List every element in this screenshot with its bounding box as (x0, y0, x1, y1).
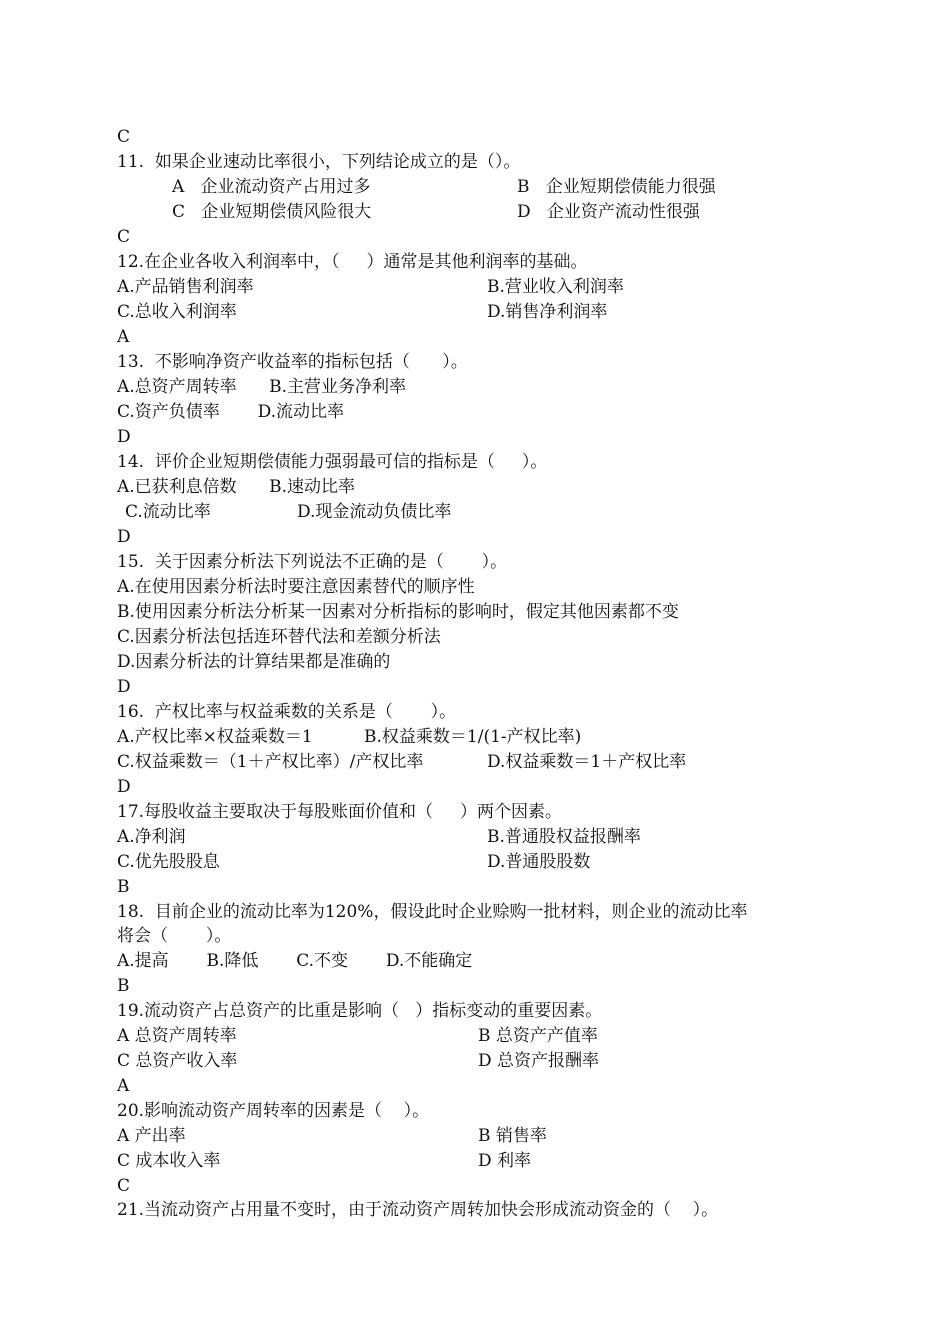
q20-option-b: B 销售率 (478, 1126, 547, 1146)
q12-option-a: A.产品销售利润率 (117, 277, 254, 297)
question-16: 16. 产权比率与权益乘数的关系是（ ）。 (117, 702, 457, 722)
q16-option-a: A.产权比率×权益乘数＝1 (117, 727, 313, 747)
q18-options: A.提高 B.降低 C.不变 D.不能确定 (117, 951, 473, 971)
q16-option-d: D.权益乘数＝1＋产权比率 (487, 752, 687, 772)
q15-option-c: C.因素分析法包括连环替代法和差额分析法 (117, 627, 441, 647)
question-11: 11. 如果企业速动比率很小，下列结论成立的是（）。 (117, 152, 521, 172)
q11-option-c: C 企业短期偿债风险很大 (172, 202, 372, 222)
q18-answer: B (117, 976, 130, 996)
q15-option-d: D.因素分析法的计算结果都是准确的 (117, 652, 391, 672)
question-18-cont: 将会（ ）。 (117, 926, 232, 946)
question-20: 20.影响流动资产周转率的因素是（ ）。 (117, 1101, 430, 1121)
q13-answer: D (117, 427, 131, 447)
q19-option-b: B 总资产产值率 (478, 1026, 598, 1046)
q17-option-b: B.普通股权益报酬率 (487, 827, 641, 847)
question-19: 19.流动资产占总资产的比重是影响（ ）指标变动的重要因素。 (117, 1001, 603, 1021)
q16-answer: D (117, 777, 131, 797)
q13-options-cd: C.资产负债率 D.流动比率 (117, 402, 345, 422)
q15-option-a: A.在使用因素分析法时要注意因素替代的顺序性 (117, 577, 475, 597)
q14-option-c: C.流动比率 (125, 502, 211, 522)
q11-option-a: A 企业流动资产占用过多 (172, 177, 371, 197)
q12-answer: A (117, 327, 130, 347)
q14-option-d: D.现金流动负债比率 (297, 502, 452, 522)
q17-option-a: A.净利润 (117, 827, 186, 847)
q20-option-a: A 产出率 (117, 1126, 186, 1146)
q11-answer: C (117, 227, 131, 247)
q17-answer: B (117, 877, 130, 897)
q15-option-b: B.使用因素分析法分析某一因素对分析指标的影响时，假定其他因素都不变 (117, 602, 679, 622)
q11-option-b: B 企业短期偿债能力很强 (517, 177, 716, 197)
question-15: 15. 关于因素分析法下列说法不正确的是（ ）。 (117, 552, 508, 572)
answer-prev: C (117, 127, 131, 147)
q19-answer: A (117, 1076, 130, 1096)
question-12: 12.在企业各收入利润率中，（ ）通常是其他利润率的基础。 (117, 252, 588, 272)
q15-answer: D (117, 677, 131, 697)
q20-answer: C (117, 1176, 131, 1196)
q19-option-a: A 总资产周转率 (117, 1026, 237, 1046)
question-13: 13. 不影响净资产收益率的指标包括（ ）。 (117, 352, 468, 372)
q11-option-d: D 企业资产流动性很强 (517, 202, 700, 222)
q17-option-c: C.优先股股息 (117, 852, 220, 872)
q17-option-d: D.普通股股数 (487, 852, 591, 872)
q13-options-ab: A.总资产周转率 B.主营业务净利率 (117, 377, 406, 397)
question-17: 17.每股收益主要取决于每股账面价值和（ ）两个因素。 (117, 802, 563, 822)
q14-options-ab: A.已获利息倍数 B.速动比率 (117, 477, 355, 497)
q20-option-c: C 成本收入率 (117, 1151, 221, 1171)
q16-option-b: B.权益乘数＝1/(1-产权比率) (364, 727, 582, 747)
q19-option-d: D 总资产报酬率 (478, 1051, 600, 1071)
q12-option-d: D.销售净利润率 (487, 302, 608, 322)
q14-answer: D (117, 527, 131, 547)
question-21: 21.当流动资产占用量不变时，由于流动资产周转加快会形成流动资金的（ ）。 (117, 1200, 719, 1220)
q20-option-d: D 利率 (478, 1151, 532, 1171)
question-14: 14. 评价企业短期偿债能力强弱最可信的指标是（ ）。 (117, 452, 548, 472)
q16-option-c: C.权益乘数＝（1＋产权比率）/产权比率 (117, 752, 424, 772)
q12-option-c: C.总收入利润率 (117, 302, 237, 322)
q19-option-c: C 总资产收入率 (117, 1051, 238, 1071)
question-18: 18. 目前企业的流动比率为120%，假设此时企业赊购一批材料，则企业的流动比率 (117, 902, 748, 922)
q12-option-b: B.营业收入利润率 (487, 277, 624, 297)
